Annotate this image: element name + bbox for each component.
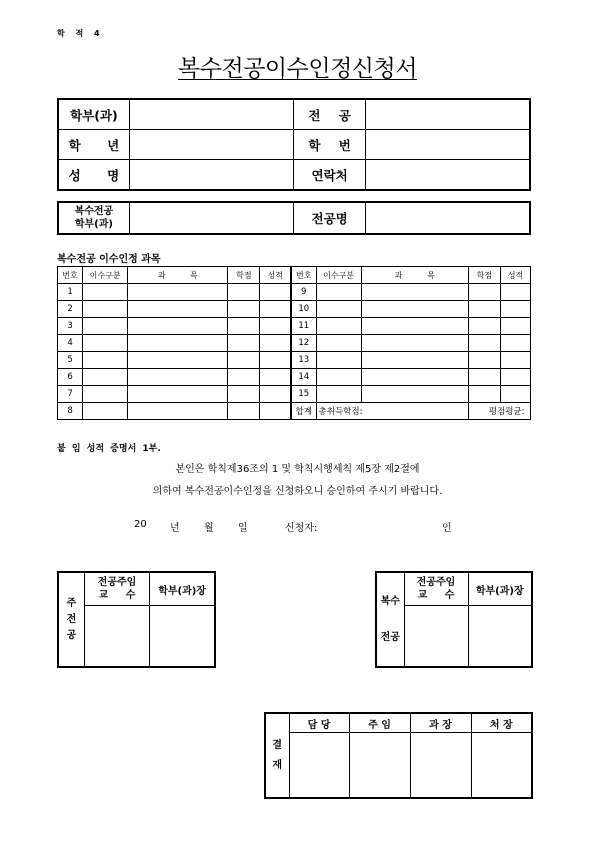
attachment-note: 붙 임 성적 증명서 1부. — [57, 444, 161, 454]
course-name-cell[interactable] — [128, 318, 228, 335]
course-type-cell[interactable] — [316, 301, 361, 318]
course-name-cell[interactable] — [361, 335, 468, 352]
approval-manager-header: 과 장 — [410, 713, 471, 733]
statement-line-2: 의하여 복수전공이수인정을 신청하오니 승인하여 주시기 바랍니다. — [152, 486, 443, 497]
table-row — [58, 318, 531, 335]
approval-manager-box[interactable] — [410, 733, 471, 799]
course-grade-cell[interactable] — [260, 335, 291, 352]
course-grade-cell[interactable] — [260, 369, 291, 386]
courses-header-row — [58, 267, 531, 284]
year-label: 년 — [170, 523, 180, 534]
course-credit-cell[interactable] — [228, 318, 260, 335]
col-grade: 성적 — [260, 267, 291, 284]
final-approval-table — [264, 712, 533, 799]
course-name-cell[interactable] — [128, 403, 228, 420]
contact-label: 연락처 — [294, 160, 365, 191]
row-number: 10 — [291, 301, 316, 318]
course-type-cell[interactable] — [83, 335, 128, 352]
double-major-table — [57, 201, 531, 235]
row-number: 13 — [291, 352, 316, 369]
primary-dean-sign-box[interactable] — [150, 606, 215, 668]
row-number: 6 — [58, 369, 83, 386]
course-grade-cell[interactable] — [260, 352, 291, 369]
col-course-2 — [361, 267, 468, 284]
course-credit-cell[interactable] — [468, 369, 500, 386]
courses-body — [58, 284, 531, 420]
name-label — [58, 160, 129, 191]
row-number: 7 — [58, 386, 83, 403]
course-name-cell[interactable] — [128, 335, 228, 352]
course-credit-cell[interactable] — [468, 335, 500, 352]
student-info-table — [57, 98, 531, 191]
course-grade-cell[interactable] — [500, 301, 530, 318]
major-field[interactable] — [365, 99, 530, 130]
page-title — [0, 50, 595, 83]
double-major-approval — [375, 571, 533, 668]
student-no-field[interactable] — [365, 130, 530, 160]
course-grade-cell[interactable] — [260, 301, 291, 318]
course-credit-cell[interactable] — [228, 284, 260, 301]
table-row — [58, 301, 531, 318]
course-type-cell[interactable] — [316, 386, 361, 403]
major-label-text: 전 공 — [308, 107, 351, 123]
grade-field[interactable] — [129, 130, 294, 160]
title-text: 복수전공이수인정신청서 — [178, 56, 417, 82]
primary-dean-header: 학부(과)장 — [150, 572, 215, 606]
row-number: 8 — [58, 403, 83, 420]
course-type-cell[interactable] — [316, 352, 361, 369]
col-no-2: 번호 — [291, 267, 316, 284]
course-name-cell[interactable] — [361, 318, 468, 335]
name-field[interactable] — [129, 160, 294, 191]
total-label: 합계 — [291, 403, 316, 420]
course-credit-cell[interactable] — [228, 352, 260, 369]
course-grade-cell[interactable] — [500, 284, 530, 301]
month-label: 월 — [204, 523, 214, 534]
course-type-cell[interactable] — [316, 284, 361, 301]
col-type: 이수구분 — [83, 267, 128, 284]
double-major-dept-label-line1: 복수전공 — [74, 206, 114, 217]
course-credit-cell[interactable] — [228, 335, 260, 352]
final-approval-side-label: 결 재 — [265, 713, 289, 798]
course-type-cell[interactable] — [83, 386, 128, 403]
approval-staff-box[interactable] — [289, 733, 349, 799]
course-type-cell[interactable] — [316, 335, 361, 352]
total-credits-cell[interactable]: 총취득학점: — [316, 403, 468, 420]
course-name-cell[interactable] — [361, 352, 468, 369]
year-prefix: 20 — [134, 519, 147, 530]
major-label — [294, 99, 365, 130]
course-type-cell[interactable] — [83, 284, 128, 301]
course-grade-cell[interactable] — [260, 403, 291, 420]
course-grade-cell[interactable] — [500, 335, 530, 352]
course-type-cell[interactable] — [316, 318, 361, 335]
table-row — [58, 403, 531, 420]
double-major-side-label-line2: 전공 — [380, 631, 400, 643]
grade-label — [58, 130, 129, 160]
row-number: 12 — [291, 335, 316, 352]
double-major-dept-field[interactable] — [129, 202, 294, 234]
courses-table — [57, 266, 531, 420]
table-row — [58, 352, 531, 369]
course-credit-cell[interactable] — [468, 284, 500, 301]
statement-line-1: 본인은 학칙제36조의 1 및 학칙시행세칙 제5장 제2절에 — [175, 464, 420, 475]
table-row — [58, 284, 531, 301]
course-name-cell[interactable] — [361, 369, 468, 386]
row-number: 4 — [58, 335, 83, 352]
approval-staff-header: 담 당 — [289, 713, 349, 733]
course-name-cell[interactable] — [128, 386, 228, 403]
col-credit-2: 학점 — [468, 267, 500, 284]
primary-major-side-label: 주 전 공 — [58, 572, 84, 667]
course-type-cell[interactable] — [316, 369, 361, 386]
row-number: 9 — [291, 284, 316, 301]
double-advisor-sign-box[interactable] — [404, 606, 468, 668]
course-name-cell[interactable] — [361, 301, 468, 318]
double-major-name-label: 전공명 — [294, 202, 365, 234]
course-type-cell[interactable] — [83, 301, 128, 318]
double-major-dept-label-line2: 학부(과) — [74, 219, 113, 230]
course-grade-cell[interactable] — [500, 318, 530, 335]
table-row — [58, 335, 531, 352]
double-advisor-header-line2: 교 수 — [417, 590, 455, 601]
course-type-cell[interactable] — [83, 352, 128, 369]
table-row — [58, 386, 531, 403]
course-grade-cell[interactable] — [260, 318, 291, 335]
student-no-label-text: 학 번 — [308, 137, 351, 153]
name-label-text: 성 명 — [68, 167, 120, 183]
course-credit-cell[interactable] — [228, 301, 260, 318]
dept-label: 학부(과) — [58, 99, 129, 130]
courses-heading: 복수전공 이수인정 과목 — [57, 254, 161, 265]
course-grade-cell[interactable] — [260, 284, 291, 301]
approval-director-header: 처 장 — [471, 713, 532, 733]
primary-advisor-sign-box[interactable] — [84, 606, 149, 668]
primary-advisor-header-line1: 전공주임 — [97, 577, 137, 588]
row-number: 2 — [58, 301, 83, 318]
seal-label: 인 — [442, 523, 452, 534]
double-major-side-label-line1: 복수 — [380, 595, 400, 607]
table-row — [58, 369, 531, 386]
course-credit-cell[interactable] — [468, 386, 500, 403]
course-grade-cell[interactable] — [260, 386, 291, 403]
col-course-2-text: 과 목 — [394, 270, 435, 280]
student-no-label — [294, 130, 365, 160]
course-type-cell[interactable] — [83, 403, 128, 420]
course-name-cell[interactable] — [128, 352, 228, 369]
course-name-cell[interactable] — [361, 284, 468, 301]
course-grade-cell[interactable] — [500, 369, 530, 386]
form-code: 학 적 4 — [57, 29, 101, 38]
col-grade-2: 성적 — [500, 267, 530, 284]
gpa-cell[interactable]: 평점평균: — [468, 403, 530, 420]
course-grade-cell[interactable] — [500, 352, 530, 369]
double-dean-header: 학부(과)장 — [468, 572, 532, 606]
course-name-cell[interactable] — [128, 284, 228, 301]
double-advisor-header-line1: 전공주임 — [416, 577, 456, 588]
course-name-cell[interactable] — [361, 386, 468, 403]
double-major-name-field[interactable] — [365, 202, 530, 234]
applicant-label: 신청자: — [285, 523, 318, 534]
col-course-text: 과 목 — [157, 270, 198, 280]
course-credit-cell[interactable] — [468, 318, 500, 335]
row-number: 11 — [291, 318, 316, 335]
row-number: 5 — [58, 352, 83, 369]
course-grade-cell[interactable] — [500, 386, 530, 403]
primary-advisor-header-line2: 교 수 — [98, 590, 136, 601]
col-type-2: 이수구분 — [316, 267, 361, 284]
double-dean-sign-box[interactable] — [468, 606, 532, 668]
day-label: 일 — [238, 523, 248, 534]
primary-major-approval — [57, 571, 216, 668]
course-name-cell[interactable] — [128, 369, 228, 386]
double-major-dept-label — [58, 202, 129, 234]
col-course — [128, 267, 228, 284]
course-credit-cell[interactable] — [228, 369, 260, 386]
course-name-cell[interactable] — [128, 301, 228, 318]
course-credit-cell[interactable] — [228, 403, 260, 420]
row-number: 14 — [291, 369, 316, 386]
course-credit-cell[interactable] — [468, 352, 500, 369]
double-advisor-header — [404, 572, 468, 606]
double-major-side-label — [376, 572, 404, 667]
grade-label-text: 학 년 — [68, 137, 120, 153]
primary-advisor-header — [84, 572, 149, 606]
approval-chief-header: 주 임 — [349, 713, 410, 733]
course-type-cell[interactable] — [83, 369, 128, 386]
approval-chief-box[interactable] — [349, 733, 410, 799]
col-no: 번호 — [58, 267, 83, 284]
course-credit-cell[interactable] — [468, 301, 500, 318]
row-number: 3 — [58, 318, 83, 335]
col-credit: 학점 — [228, 267, 260, 284]
course-type-cell[interactable] — [83, 318, 128, 335]
course-credit-cell[interactable] — [228, 386, 260, 403]
approval-director-box[interactable] — [471, 733, 532, 799]
contact-field[interactable] — [365, 160, 530, 191]
dept-field[interactable] — [129, 99, 294, 130]
row-number: 15 — [291, 386, 316, 403]
row-number: 1 — [58, 284, 83, 301]
